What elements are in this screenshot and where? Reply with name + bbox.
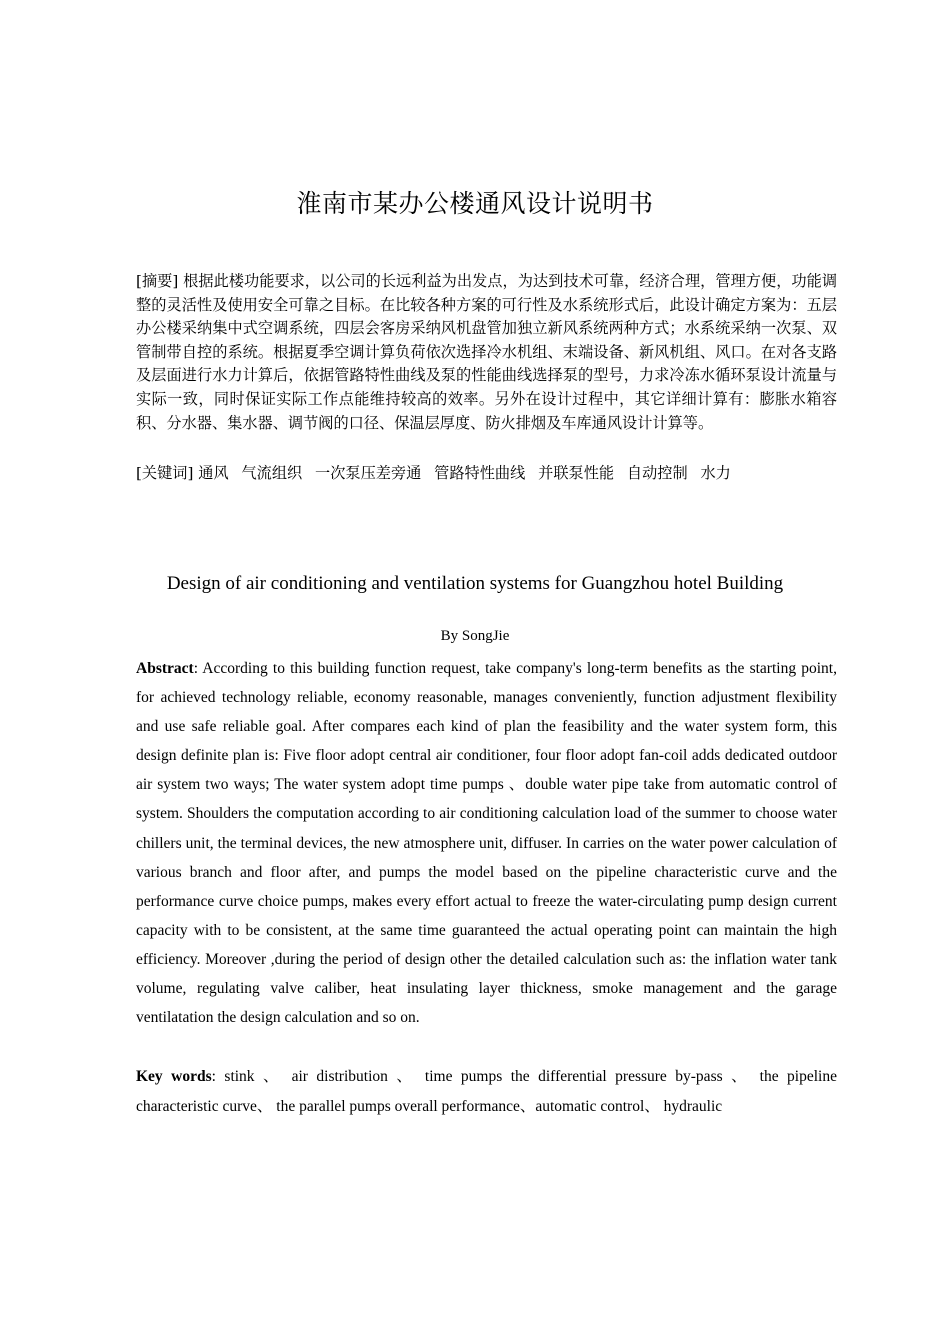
- chinese-keywords-label: [关键词]: [136, 464, 194, 482]
- keyword-item: 自动控制: [626, 464, 688, 482]
- english-abstract-text: : According to this building function request, take company's long-term benefits as the starting point, for achieved technology reliable, economy reasonable, manages conveniently, function adjustment flexibility and use safe reliable goal. After compares each kind of plan the feasibility and the water system form, this design definite plan is: Five floor adopt central air conditioner, four floor adopt fan-coil adds dedicated outdoor air system two ways; The water system adopt time pumps 、double water pipe take from automatic control of system. Shoulders the computation according to air conditioning calculation load of the summer to choose water chillers unit, the terminal devices, the new atmosphere unit, diffuser. In carries on the water power calculation of various branch and floor after, and pumps the model based on the pipeline characteristic curve and the performance curve choice pumps, makes every effort actual to freeze the water-circulating pump design current capacity with to be consistent, at the same time guaranteed the actual operating point can maintain the high efficiency. Moreover ,during the period of design other the detailed calculation such as: the inflation water tank volume, regulating valve caliber, heat insulating layer thickness, smoke management and the garage ventilatation the design calculation and so on.: [136, 660, 837, 1027]
- english-keywords-label: Key words: [136, 1068, 212, 1085]
- keyword-item: 水力: [700, 464, 731, 482]
- english-author: By SongJie: [440, 628, 510, 644]
- keyword-item: 气流组织: [241, 464, 303, 482]
- chinese-abstract: [136, 270, 837, 435]
- keyword-item: 并联泵性能: [538, 464, 615, 482]
- chinese-keywords: [136, 462, 837, 486]
- english-title: Design of air conditioning and ventilation systems for Guangzhou hotel Building: [166, 573, 784, 594]
- keyword-item: 管路特性曲线: [434, 464, 526, 482]
- keyword-item: 一次泵压差旁通: [315, 464, 422, 482]
- english-keywords: [136, 1062, 837, 1122]
- chinese-title: 淮南市某办公楼通风设计说明书: [296, 189, 654, 218]
- chinese-abstract-text: 根据此楼功能要求，以公司的长远利益为出发点，为达到技术可靠，经济合理，管理方便，功能调整的灵活性及使用安全可靠之目标。在比较各种方案的可行性及水系统形式后，此设计确定方案为：五层办公楼采纳集中式空调系统，四层会客房采纳风机盘管加独立新风系统两种方式；水系统采纳一次泵、双管制带自控的系统。根据夏季空调计算负荷依次选择冷水机组、末端设备、新风机组、风口。在对各支路及层面进行水力计算后，依据管路特性曲线及泵的性能曲线选择泵的型号，力求冷冻水循环泵设计流量与实际一致，同时保证实际工作点能维持较高的效率。另外在设计过程中，其它详细计算有：膨胀水箱容积、分水器、集水器、调节阀的口径、保温层厚度、防火排烟及车库通风设计计算等。: [136, 272, 838, 432]
- english-abstract-label: Abstract: [136, 660, 194, 677]
- english-abstract: [136, 654, 837, 1032]
- english-keywords-text: : stink 、 air distribution 、 time pumps the differential pressure by-pass 、 the pipeline characteristic curve、 the parallel pumps overall performance、automatic control、 hydraulic: [136, 1068, 837, 1115]
- chinese-abstract-label: [摘要]: [136, 272, 179, 290]
- keyword-item: 通风: [198, 464, 229, 482]
